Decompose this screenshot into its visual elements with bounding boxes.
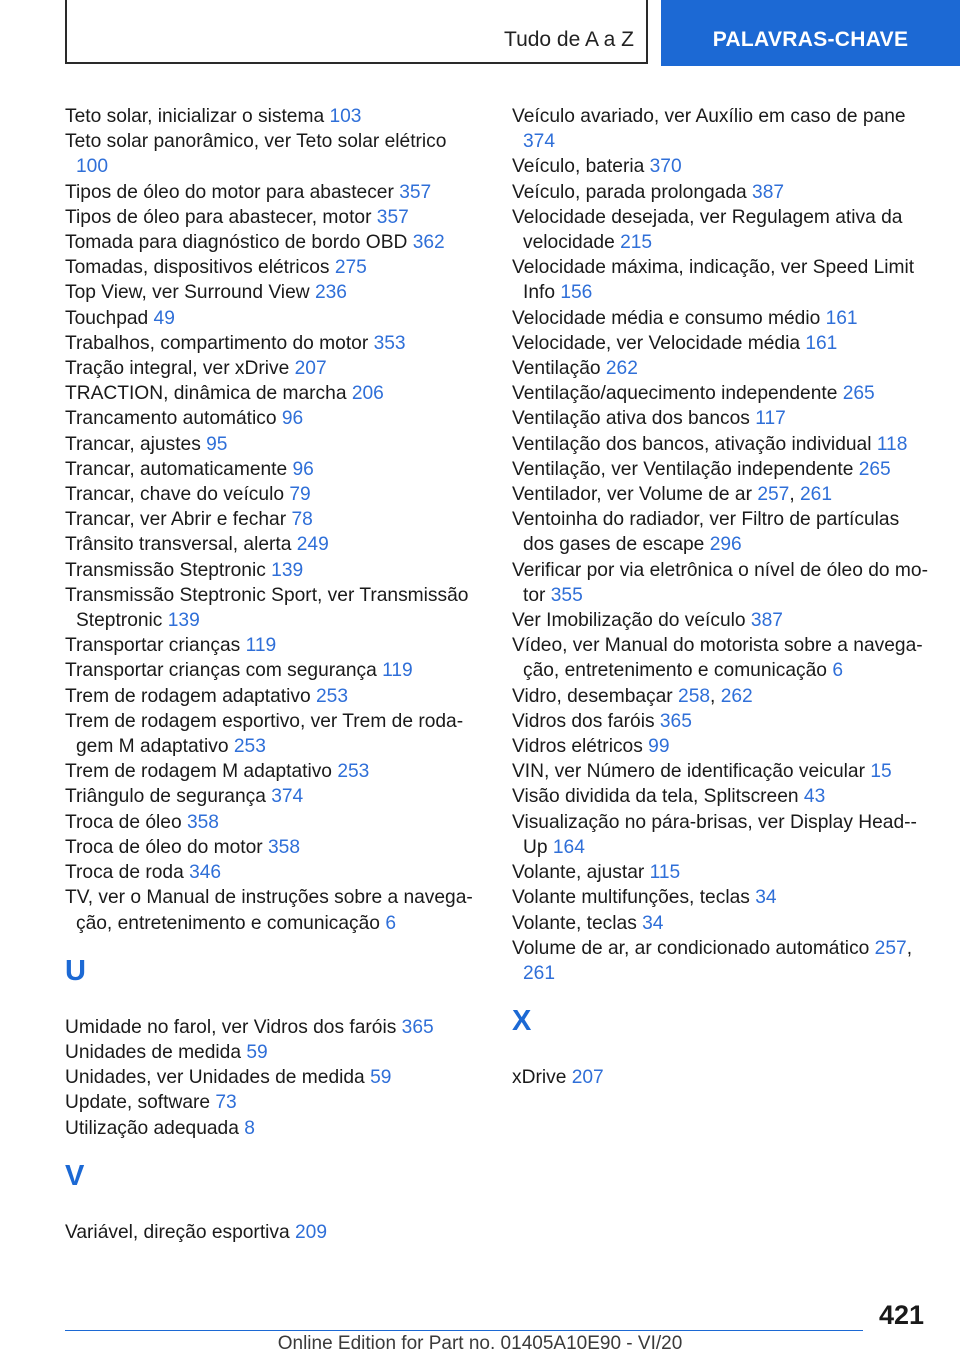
index-entry: [65, 104, 475, 129]
page-reference-link[interactable]: 118: [876, 433, 908, 455]
page-reference-link[interactable]: 6: [385, 912, 396, 934]
page-reference-link[interactable]: 34: [755, 887, 777, 909]
index-entry-term: Transportar crianças: [65, 635, 246, 657]
index-entry-term: Veículo, parada prolongada: [512, 181, 753, 203]
index-entry-term: Tração integral, ver xDrive: [65, 358, 295, 380]
index-entry-term: Trancar, ver Abrir e fechar: [65, 509, 292, 531]
index-entry-term: Velocidade média e consumo médio: [512, 307, 826, 329]
page-reference-link[interactable]: 257: [757, 484, 790, 506]
index-entry: [65, 230, 475, 255]
index-entry: [512, 784, 930, 809]
index-entry: [65, 381, 475, 406]
footer-divider: [65, 1330, 863, 1331]
index-entry: [65, 507, 475, 532]
index-entry: [512, 558, 930, 608]
page-reference-link[interactable]: 261: [800, 484, 833, 506]
page-reference-link[interactable]: 374: [271, 786, 304, 808]
index-entry-term: Ventilador, ver Volume de ar: [512, 484, 758, 506]
index-entry-term: TRACTION, dinâmica de marcha: [65, 383, 352, 405]
index-entry: [65, 633, 475, 658]
index-entry-term: Tipos de óleo para abastecer, motor: [65, 206, 377, 228]
index-entry: [65, 406, 475, 431]
index-entry: [512, 331, 930, 356]
section-header-box: [65, 0, 648, 64]
page-reference-link[interactable]: 357: [399, 181, 432, 203]
index-entry-term: Veículo, bateria: [512, 156, 650, 178]
index-letter-heading: V: [65, 1159, 85, 1192]
index-entry: [65, 583, 475, 633]
index-entry: [65, 457, 475, 482]
index-entry-term: Troca de óleo do motor: [65, 836, 268, 858]
page-reference-link[interactable]: 370: [649, 156, 682, 178]
index-entry-term: TV, ver o Manual de instruções sobre a navegação, entretenimento e comunicação: [65, 887, 473, 934]
index-entry-term: Troca de roda: [65, 862, 190, 884]
index-entry-term: Transmissão Steptronic: [65, 559, 272, 581]
index-entry: [65, 1090, 475, 1115]
page-separator: ,: [710, 685, 721, 707]
index-entry: [512, 684, 930, 709]
page-reference-link[interactable]: 258: [678, 685, 711, 707]
page-reference-link[interactable]: 100: [76, 156, 109, 178]
index-entry-term: Vidro, desembaçar: [512, 685, 679, 707]
index-entry-term: Ver Imobilização do veículo: [512, 610, 751, 632]
page-reference-link[interactable]: 262: [720, 685, 753, 707]
index-entry-term: Umidade no farol, ver Vidros dos faróis: [65, 1016, 402, 1038]
page-reference-link[interactable]: 8: [244, 1117, 255, 1139]
index-entry: [65, 835, 475, 860]
page-reference-link[interactable]: 43: [803, 786, 826, 808]
page-reference-link[interactable]: 261: [523, 962, 556, 984]
index-entry-term: Trancar, chave do veículo: [65, 484, 290, 506]
page-reference-link[interactable]: 207: [294, 358, 327, 380]
index-entry-term: Volante, teclas: [512, 912, 643, 934]
page-reference-link[interactable]: 215: [620, 232, 653, 254]
index-entry: [512, 608, 930, 633]
index-entry-term: Trancar, ajustes: [65, 433, 207, 455]
index-entry: [512, 457, 930, 482]
page-reference-link[interactable]: 164: [552, 836, 585, 858]
index-entry-term: Trem de rodagem adaptativo: [65, 685, 316, 707]
page-reference-link[interactable]: 139: [167, 610, 200, 632]
page-reference-link[interactable]: 257: [874, 937, 907, 959]
index-entry-term: Trânsito transversal, alerta: [65, 534, 297, 556]
index-entry-term: Vídeo, ver Manual do motorista sobre a navegação, entretenimento e comunicação: [512, 635, 923, 682]
page-reference-link[interactable]: 139: [271, 559, 304, 581]
index-entry-term: Velocidade desejada, ver Regulagem ativa da velocidade: [512, 206, 903, 254]
index-entry-term: Tipos de óleo do motor para abastecer: [65, 181, 400, 203]
index-entry: [65, 482, 475, 507]
index-entry: [512, 1065, 930, 1090]
page-reference-link[interactable]: 362: [412, 232, 445, 254]
index-entry: [65, 885, 475, 935]
index-entry-term: Vidros dos faróis: [512, 710, 660, 732]
index-entry: [512, 104, 930, 154]
page-reference-link[interactable]: 59: [246, 1041, 268, 1063]
index-entry: [65, 1065, 475, 1090]
page-reference-link[interactable]: 207: [571, 1067, 604, 1089]
page-reference-link[interactable]: 119: [245, 635, 277, 657]
index-entry: [65, 432, 475, 457]
page-reference-link[interactable]: 365: [401, 1016, 434, 1038]
index-entry: [65, 331, 475, 356]
index-entry-term: Trem de rodagem M adaptativo: [65, 761, 338, 783]
index-entry: [512, 205, 930, 255]
index-entry: [512, 406, 930, 431]
page-reference-link[interactable]: 387: [750, 610, 783, 632]
index-entry-term: Trancar, automaticamente: [65, 458, 293, 480]
page-reference-link[interactable]: 78: [291, 509, 313, 531]
page-reference-link[interactable]: 117: [755, 408, 786, 430]
index-letter-heading: U: [65, 954, 86, 987]
index-entry: [65, 1040, 475, 1065]
page-reference-link[interactable]: 296: [709, 534, 742, 556]
page-reference-link[interactable]: 115: [649, 862, 681, 884]
chapter-tab-title: PALAVRAS-CHAVE: [712, 28, 909, 51]
index-entry-term: Triângulo de segurança: [65, 786, 272, 808]
index-entry-term: Ventilação/aquecimento independente: [512, 383, 843, 405]
page-reference-link[interactable]: 365: [659, 710, 692, 732]
page-separator: ,: [906, 937, 913, 959]
index-entry: [65, 709, 475, 759]
chapter-tab: [661, 0, 960, 66]
index-entry-term: Ventilação, ver Ventilação independente: [512, 458, 859, 480]
index-entry-term: Update, software: [65, 1092, 216, 1114]
page-reference-link[interactable]: 79: [289, 484, 311, 506]
page-reference-link[interactable]: 358: [268, 836, 301, 858]
index-entry-term: VIN, ver Número de identificação veicular: [512, 761, 871, 783]
page-reference-link[interactable]: 358: [186, 811, 219, 833]
index-entry: [512, 255, 930, 305]
index-entry-term: Touchpad: [65, 307, 154, 329]
index-entry: [65, 684, 475, 709]
footer-edition: Online Edition for Part no. 01405A10E90 - VI/20: [277, 1333, 683, 1354]
page-reference-link[interactable]: 161: [825, 307, 858, 329]
page-reference-link[interactable]: 34: [642, 912, 664, 934]
page-reference-link[interactable]: 262: [605, 358, 638, 380]
index-entry-term: Trem de rodagem esportivo, ver Trem de rodagem M adaptativo: [65, 710, 464, 758]
index-entry-term: Ventilação ativa dos bancos: [512, 408, 756, 430]
index-entry-term: Verificar por via eletrônica o nível de óleo do motor: [512, 559, 928, 606]
index-entry: [65, 558, 475, 583]
index-entry: [65, 784, 475, 809]
page-reference-link[interactable]: 346: [189, 862, 222, 884]
index-entry: [512, 633, 930, 683]
index-entry: [512, 356, 930, 381]
index-entry: [65, 280, 475, 305]
page-reference-link[interactable]: 374: [523, 131, 556, 153]
page-reference-link[interactable]: 59: [370, 1067, 392, 1089]
index-entry: [65, 860, 475, 885]
page-reference-link[interactable]: 99: [648, 736, 670, 758]
index-entry-term: Velocidade, ver Velocidade média: [512, 332, 806, 354]
index-entry: [65, 356, 475, 381]
page-reference-link[interactable]: 49: [153, 307, 175, 329]
page-number: 421: [878, 1300, 924, 1330]
index-entry: [512, 810, 930, 860]
index-entry: [65, 255, 475, 280]
index-entry-term: Tomadas, dispositivos elétricos: [65, 257, 335, 279]
index-entry: [65, 180, 475, 205]
index-entry-term: Velocidade máxima, indicação, ver Speed Limit Info: [512, 257, 915, 304]
index-entry-term: Ventoinha do radiador, ver Filtro de partículas dos gases de escape: [512, 509, 900, 556]
index-entry-term: Vidros elétricos: [512, 736, 649, 758]
index-entry-term: Teto solar panorâmico, ver Teto solar elétrico: [65, 131, 447, 153]
index-entry: [512, 734, 930, 759]
index-entry-term: Ventilação: [512, 358, 606, 380]
page-reference-link[interactable]: 6: [832, 660, 843, 682]
index-entry-term: Trancamento automático: [65, 408, 282, 430]
index-entry: [512, 381, 930, 406]
index-entry-term: Volume de ar, ar condicionado automático: [512, 937, 875, 959]
index-entry-term: Unidades, ver Unidades de medida: [65, 1067, 371, 1089]
index-entry: [65, 658, 475, 683]
index-entry-term: Tomada para diagnóstico de bordo OBD: [65, 232, 413, 254]
page-reference-link[interactable]: 253: [233, 736, 266, 758]
index-entry: [512, 885, 930, 910]
index-entry: [65, 129, 475, 179]
index-entry: [512, 911, 930, 936]
index-letter-heading: X: [512, 1005, 532, 1038]
page-reference-link[interactable]: 119: [382, 660, 413, 682]
index-entry-term: Visão dividida da tela, Splitscreen: [512, 786, 804, 808]
page-reference-link[interactable]: 95: [206, 433, 228, 455]
page-reference-link[interactable]: 236: [314, 282, 347, 304]
index-entry: [512, 759, 930, 784]
page-reference-link[interactable]: 253: [337, 761, 370, 783]
index-entry: [65, 532, 475, 557]
index-column-right: [512, 104, 930, 1090]
page-reference-link[interactable]: 249: [296, 534, 329, 556]
index-column-left: [65, 104, 475, 1245]
page-reference-link[interactable]: 265: [858, 458, 891, 480]
page-reference-link[interactable]: 357: [376, 206, 409, 228]
page-separator: ,: [789, 484, 801, 506]
index-entry: [512, 507, 930, 557]
section-title: Tudo de A a Z: [504, 28, 634, 51]
index-entry-term: Transmissão Steptronic Sport, ver Transmissão Steptronic: [65, 584, 469, 632]
index-entry-term: Veículo avariado, ver Auxílio em caso de pane: [512, 106, 906, 127]
index-entry: [512, 180, 930, 205]
index-entry-term: Variável, direção esportiva: [65, 1221, 296, 1243]
index-entry-term: Volante multifunções, teclas: [512, 887, 756, 909]
index-entry: [65, 759, 475, 784]
index-entry: [512, 432, 930, 457]
index-entry: [512, 154, 930, 179]
index-entry: [65, 205, 475, 230]
index-entry: [512, 860, 930, 885]
index-entry-term: Transportar crianças com segurança: [65, 660, 383, 682]
index-entry: [65, 306, 475, 331]
index-entry-term: Volante, ajustar: [512, 862, 650, 884]
page-reference-link[interactable]: 156: [560, 282, 593, 304]
page-reference-link[interactable]: 355: [550, 584, 583, 606]
page-reference-link[interactable]: 96: [281, 408, 304, 430]
index-entry: [65, 1220, 475, 1245]
index-entry-term: Trabalhos, compartimento do motor: [65, 332, 374, 354]
page-reference-link[interactable]: 387: [752, 181, 785, 203]
page-reference-link[interactable]: 206: [351, 383, 384, 405]
index-entry: [512, 482, 930, 507]
page-reference-link[interactable]: 353: [373, 332, 406, 354]
page-reference-link[interactable]: 209: [295, 1221, 328, 1243]
page-reference-link[interactable]: 253: [316, 685, 349, 707]
index-entry: [512, 306, 930, 331]
page-reference-link[interactable]: 161: [805, 332, 838, 354]
page-reference-link[interactable]: 15: [870, 761, 892, 783]
index-entry: [65, 810, 475, 835]
index-entry: [65, 1116, 475, 1141]
index-entry: [512, 936, 930, 986]
index-entry-term: Visualização no pára-brisas, ver Display Head-Up: [512, 811, 917, 858]
index-entry-term: xDrive: [512, 1067, 572, 1089]
index-entry: [512, 709, 930, 734]
page-header: [0, 0, 960, 66]
index-entry-term: Top View, ver Surround View: [65, 282, 315, 304]
index-entry: [65, 1015, 475, 1040]
page-reference-link[interactable]: 73: [215, 1092, 237, 1114]
index-entry-term: Troca de óleo: [65, 811, 187, 833]
index-entry-term: Teto solar, inicializar o sistema: [65, 106, 330, 127]
page-reference-link[interactable]: 275: [334, 257, 367, 279]
page-reference-link[interactable]: 265: [842, 383, 875, 405]
page-reference-link[interactable]: 96: [292, 458, 314, 480]
index-entry-term: Ventilação dos bancos, ativação individual: [512, 433, 877, 455]
index-entry-term: Utilização adequada: [65, 1117, 245, 1139]
index-entry-term: Unidades de medida: [65, 1041, 247, 1063]
page-reference-link[interactable]: 103: [329, 106, 362, 127]
